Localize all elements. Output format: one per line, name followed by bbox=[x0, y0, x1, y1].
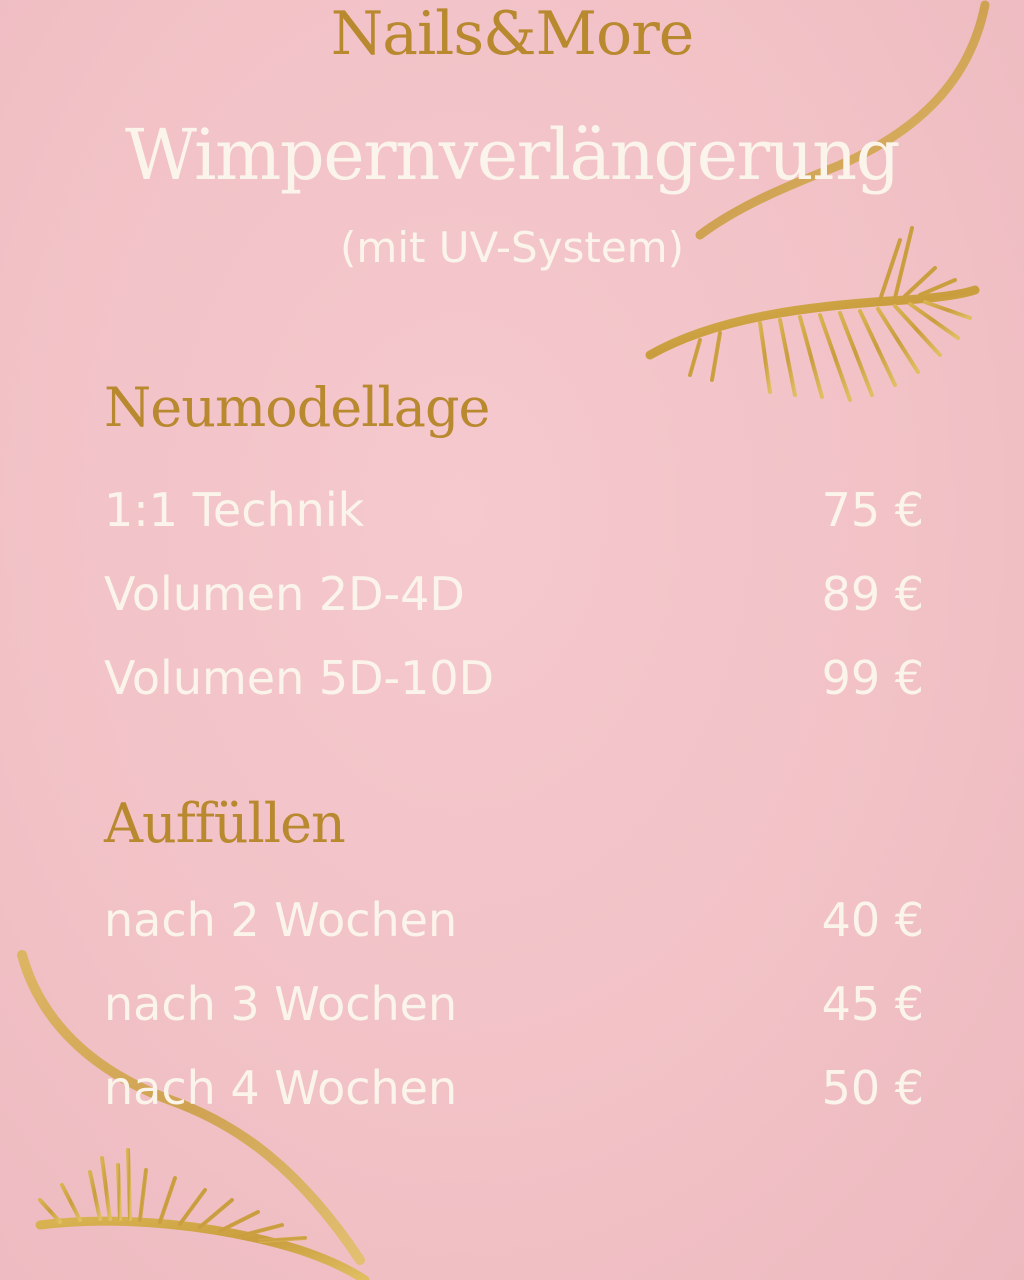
price-row bbox=[104, 482, 924, 538]
service-label: nach 3 Wochen bbox=[104, 977, 458, 1031]
service-label: 1:1 Technik bbox=[104, 483, 365, 537]
service-label: nach 2 Wochen bbox=[104, 893, 458, 947]
page-subtitle: (mit UV-System) bbox=[340, 223, 684, 272]
page-title: Wimpernverlängerung bbox=[124, 114, 900, 196]
brand-logo: Nails&More bbox=[330, 0, 694, 69]
service-price: 75 € bbox=[821, 483, 924, 537]
service-price: 89 € bbox=[821, 567, 924, 621]
price-row bbox=[104, 892, 924, 948]
price-row bbox=[104, 976, 924, 1032]
service-price: 40 € bbox=[821, 893, 924, 947]
section-heading-neumodellage: Neumodellage bbox=[104, 376, 490, 439]
service-price: 99 € bbox=[821, 651, 924, 705]
service-label: Volumen 5D-10D bbox=[104, 651, 495, 705]
service-label: nach 4 Wochen bbox=[104, 1061, 458, 1115]
price-row bbox=[104, 1060, 924, 1116]
price-row bbox=[104, 566, 924, 622]
service-label: Volumen 2D-4D bbox=[104, 567, 465, 621]
service-price: 50 € bbox=[821, 1061, 924, 1115]
price-row bbox=[104, 650, 924, 706]
section-heading-auffuellen: Auffüllen bbox=[104, 792, 345, 855]
service-price: 45 € bbox=[821, 977, 924, 1031]
